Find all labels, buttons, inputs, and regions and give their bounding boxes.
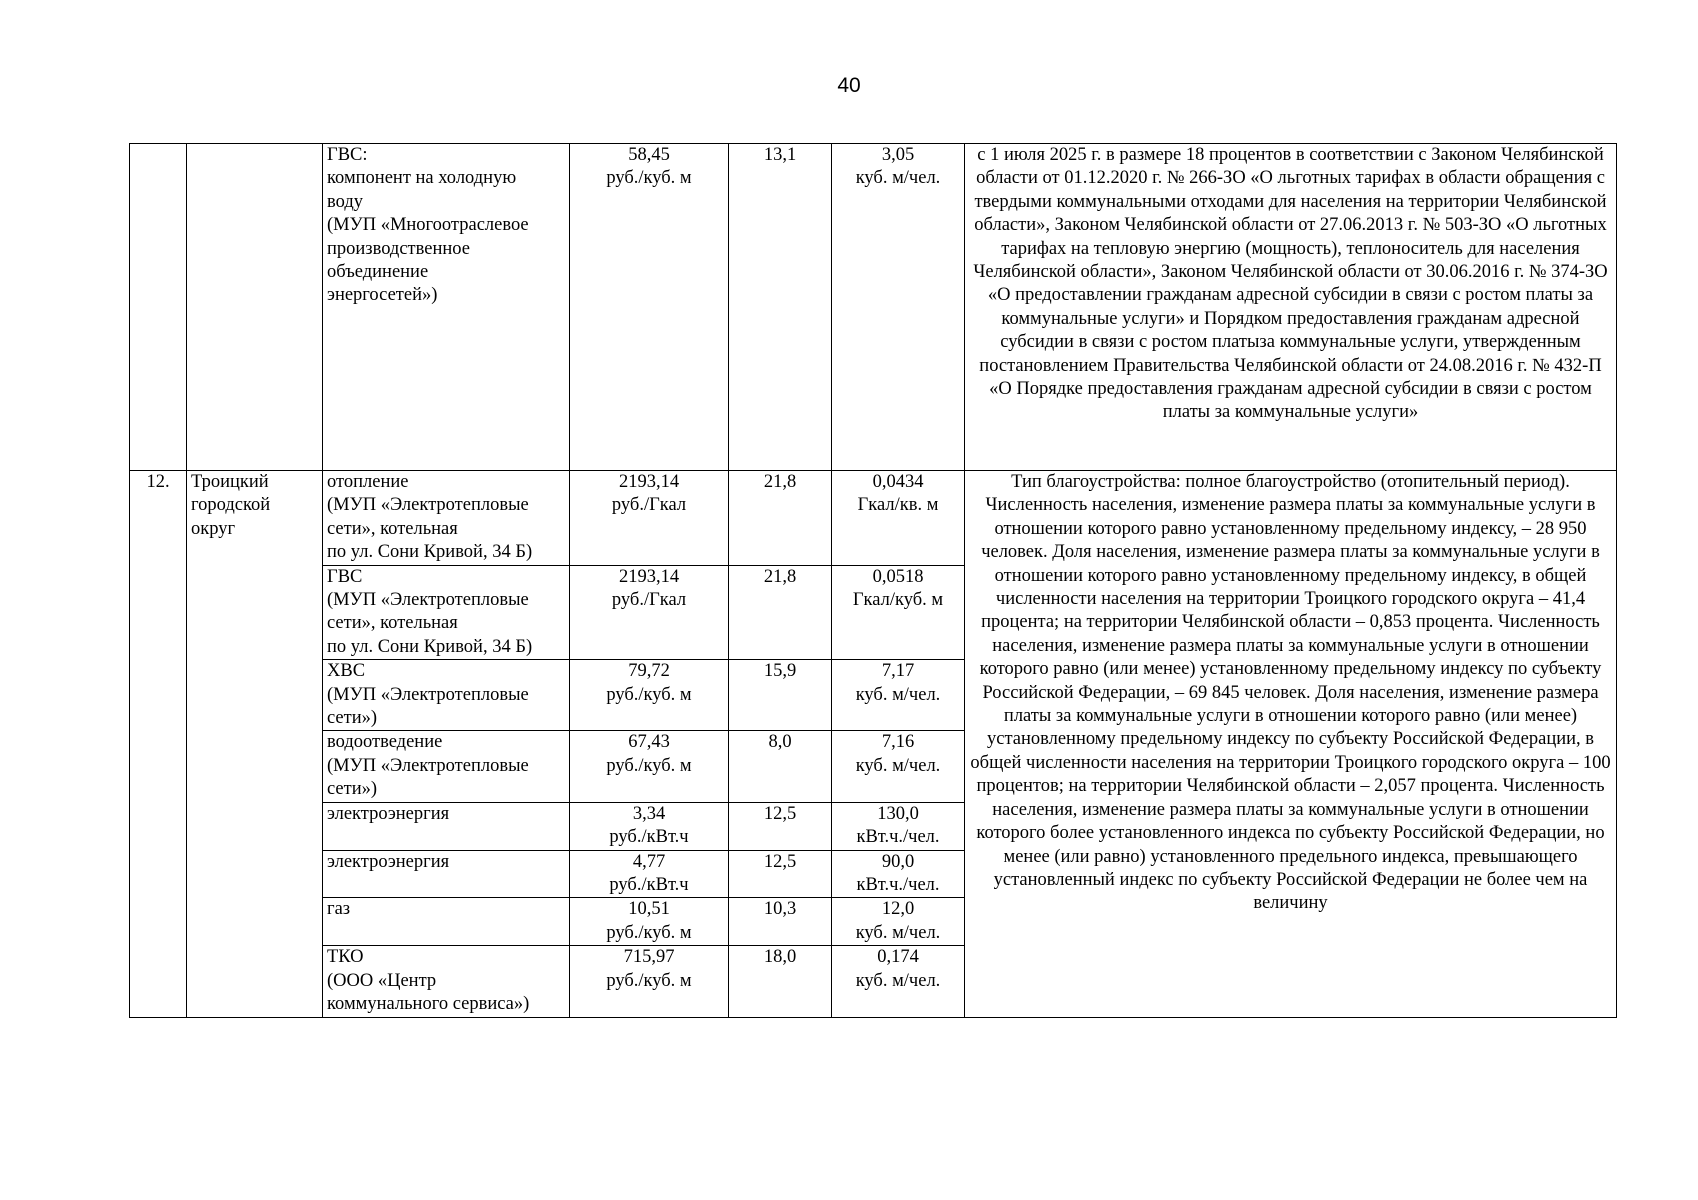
tariff-value: 715,97 — [623, 947, 675, 968]
growth-cell: 21,8 — [729, 565, 832, 660]
growth-cell: 12,5 — [729, 850, 832, 898]
growth-cell: 12,5 — [729, 802, 832, 850]
municipality-name: Троицкий городской округ — [191, 472, 271, 539]
volume-cell — [832, 565, 965, 660]
tariff-table — [129, 143, 1617, 1018]
volume-cell — [832, 731, 965, 802]
volume-cell — [832, 660, 965, 731]
provider-label: (ООО «Центр коммунального сервиса») — [327, 970, 530, 1015]
tariff-unit: руб./Гкал — [611, 495, 687, 516]
service-cell — [323, 144, 570, 471]
tariff-cell — [570, 898, 729, 946]
row-number-cell — [130, 144, 187, 471]
growth-cell: 21,8 — [729, 471, 832, 566]
tariff-unit: руб./кВт.ч — [609, 874, 689, 895]
service-cell — [323, 898, 570, 946]
tariff-value: 67,43 — [628, 732, 670, 753]
volume-unit: кВт.ч./чел. — [856, 874, 940, 895]
tariff-cell — [570, 144, 729, 471]
tariff-value: 10,51 — [628, 899, 670, 920]
tariff-value: 2193,14 — [618, 472, 680, 492]
table-row — [130, 471, 1617, 566]
growth-cell: 15,9 — [729, 660, 832, 731]
volume-cell — [832, 802, 965, 850]
tariff-unit: руб./Гкал — [611, 590, 687, 611]
volume-value: 12,0 — [881, 899, 915, 920]
volume-unit: куб. м/чел. — [855, 922, 941, 943]
tariff-unit: руб./куб. м — [606, 970, 692, 991]
note-cell: с 1 июля 2025 г. в размере 18 процентов в соответствии с Законом Челябинской области от 01.12.2020 г. № 266-ЗО «О льготных тарифах в области обращения с твердыми коммунальными отходами для населения на территории Челябинской области», Законом Челябинской области от 27.06.2013 г. № 503-ЗО «О льготных тарифах на тепловую энергию (мощность), теплоноситель для населения Челябинской области», Законом Челябинской области от 30.06.2016 г. № 374-ЗО «О предоставлении гражданам адресной субсидии в связи с ростом платы за коммунальные услуги» и Порядком предоставления гражданам адресной субсидии в связи с ростом платыза коммунальные услуги, утвержденным постановлением Правительства Челябинской области от 24.08.2016 г. № 432-П «О Порядке предоставления гражданам адресной субсидии в связи с ростом платы за коммунальные услуги» — [965, 144, 1617, 471]
provider-label: (МУП «Электротепловые сети») — [327, 684, 529, 729]
volume-unit: Гкал/куб. м — [852, 590, 944, 611]
volume-value: 130,0 — [877, 803, 919, 824]
tariff-cell — [570, 565, 729, 660]
service-label: ТКО — [327, 947, 364, 968]
service-label: газ — [327, 899, 351, 920]
volume-unit: куб. м/чел. — [855, 755, 941, 776]
volume-value: 90,0 — [881, 851, 915, 872]
tariff-unit: руб./куб. м — [606, 755, 692, 776]
service-label: отопление — [327, 472, 409, 492]
municipality-cell — [187, 144, 323, 471]
volume-unit: Гкал/кв. м — [857, 495, 939, 516]
growth-cell: 18,0 — [729, 946, 832, 1017]
tariff-unit: руб./куб. м — [606, 684, 692, 705]
tariff-unit: руб./куб. м — [606, 168, 692, 189]
provider-label: (МУП «Электротепловые сети», котельная по ул. Сони Кривой, 34 Б) — [327, 590, 533, 657]
service-cell — [323, 850, 570, 898]
tariff-value: 79,72 — [628, 661, 670, 682]
volume-unit: куб. м/чел. — [855, 168, 941, 189]
tariff-cell — [570, 731, 729, 802]
service-cell — [323, 565, 570, 660]
service-label: водоотведение — [327, 732, 443, 753]
provider-label: (МУП «Электротепловые сети») — [327, 755, 529, 800]
tariff-cell — [570, 660, 729, 731]
service-label: электроэнергия — [327, 803, 450, 824]
volume-cell — [832, 850, 965, 898]
volume-value: 7,16 — [881, 732, 915, 753]
provider-label: (МУП «Электротепловые сети», котельная по ул. Сони Кривой, 34 Б) — [327, 495, 533, 563]
volume-unit: куб. м/чел. — [855, 970, 941, 991]
volume-cell — [832, 144, 965, 471]
tariff-cell — [570, 850, 729, 898]
service-label: ХВС — [327, 661, 366, 682]
municipality-cell — [187, 471, 323, 1018]
service-label: ГВС — [327, 566, 363, 587]
tariff-value: 4,77 — [632, 851, 666, 872]
page-number: 40 — [837, 74, 861, 97]
volume-unit: кВт.ч./чел. — [856, 827, 940, 848]
tariff-value: 2193,14 — [618, 566, 680, 587]
service-cell — [323, 660, 570, 731]
volume-unit: куб. м/чел. — [855, 684, 941, 705]
note-cell: Тип благоустройства: полное благоустройство (отопительный период). Численность населения, изменение размера платы за коммунальные услуги в отношении которого равно установленному предельному индексу, – 28 950 человек. Доля населения, изменение размера платы за коммунальные услуги в отношении которого равно установленному предельному индексу, в общей численности населения на территории Троицкого городского округа – 41,4 процента; на территории Челябинской области – 0,853 процента. Численность населения, изменение размера платы за коммунальные услуги в отношении которого равно (или менее) установленному предельному индексу по субъекту Российской Федерации, – 69 845 человек. Доля населения, изменение размера платы за коммунальные услуги в отношении которого равно (или менее) установленному предельному индексу по субъекту Российской Федерации, в общей численности населения на территории Троицкого городского округа – 100 процентов; на территории Челябинской области – 2,057 процента. Численность населения, изменение размера платы за коммунальные услуги в отношении которого более установленного индекса по субъекту Российской Федерации, но менее (или равно) установленного предельного индекса, превышающего установленный индекс по субъекту Российской Федерации не более чем на величину — [965, 471, 1617, 1018]
tariff-value: 58,45 — [628, 145, 670, 165]
tariff-unit: руб./кВт.ч — [609, 827, 689, 848]
volume-value: 0,0434 — [872, 472, 924, 492]
growth-cell: 13,1 — [729, 144, 832, 471]
provider-label: (МУП «Многоотраслевое производственное объединение энергосетей») — [327, 215, 529, 306]
service-cell — [323, 802, 570, 850]
table-row — [130, 144, 1617, 471]
service-cell — [323, 731, 570, 802]
growth-cell: 10,3 — [729, 898, 832, 946]
growth-cell: 8,0 — [729, 731, 832, 802]
volume-value: 0,174 — [877, 947, 919, 968]
tariff-cell — [570, 946, 729, 1017]
tariff-unit: руб./куб. м — [606, 922, 692, 943]
volume-cell — [832, 471, 965, 566]
service-cell — [323, 471, 570, 566]
volume-value: 3,05 — [881, 145, 915, 165]
service-cell — [323, 946, 570, 1017]
volume-value: 0,0518 — [872, 566, 924, 587]
tariff-value: 3,34 — [632, 803, 666, 824]
tariff-cell — [570, 802, 729, 850]
volume-value: 7,17 — [881, 661, 915, 682]
tariff-cell — [570, 471, 729, 566]
service-label: ГВС: компонент на холодную воду — [327, 145, 517, 212]
volume-cell — [832, 898, 965, 946]
row-number-cell: 12. — [130, 471, 187, 1018]
volume-cell — [832, 946, 965, 1017]
service-label: электроэнергия — [327, 851, 450, 872]
